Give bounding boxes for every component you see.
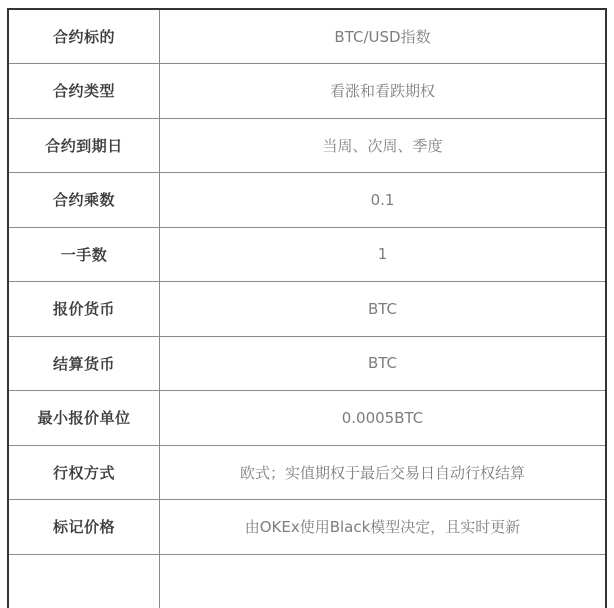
row-label: 标记价格 xyxy=(9,500,160,554)
row-value: 1 xyxy=(160,228,605,282)
row-value: BTC xyxy=(160,337,605,391)
row-label: 合约类型 xyxy=(9,64,160,118)
row-value xyxy=(160,555,605,608)
row-label: 结算货币 xyxy=(9,337,160,391)
row-label: 报价货币 xyxy=(9,282,160,336)
contract-spec-table xyxy=(7,8,607,608)
row-value: 看涨和看跌期权 xyxy=(160,64,605,118)
table-row xyxy=(9,172,605,227)
table-row xyxy=(9,499,605,554)
table-row-partial xyxy=(9,554,605,608)
row-label xyxy=(9,555,160,608)
row-label: 一手数 xyxy=(9,228,160,282)
table-row xyxy=(9,281,605,336)
row-label: 合约标的 xyxy=(9,10,160,63)
row-label: 行权方式 xyxy=(9,446,160,500)
row-value: BTC xyxy=(160,282,605,336)
row-value: BTC/USD指数 xyxy=(160,10,605,63)
row-label: 合约乘数 xyxy=(9,173,160,227)
row-value: 0.1 xyxy=(160,173,605,227)
table-row xyxy=(9,227,605,282)
table-row xyxy=(9,445,605,500)
table-row xyxy=(9,390,605,445)
row-value: 当周、次周、季度 xyxy=(160,119,605,173)
table-row xyxy=(9,336,605,391)
table-row xyxy=(9,118,605,173)
row-label: 合约到期日 xyxy=(9,119,160,173)
row-value: 0.0005BTC xyxy=(160,391,605,445)
row-label: 最小报价单位 xyxy=(9,391,160,445)
row-value: 欧式；实值期权于最后交易日自动行权结算 xyxy=(160,446,605,500)
table-row xyxy=(9,63,605,118)
row-value: 由OKEx使用Black模型决定，且实时更新 xyxy=(160,500,605,554)
table-row xyxy=(9,10,605,63)
